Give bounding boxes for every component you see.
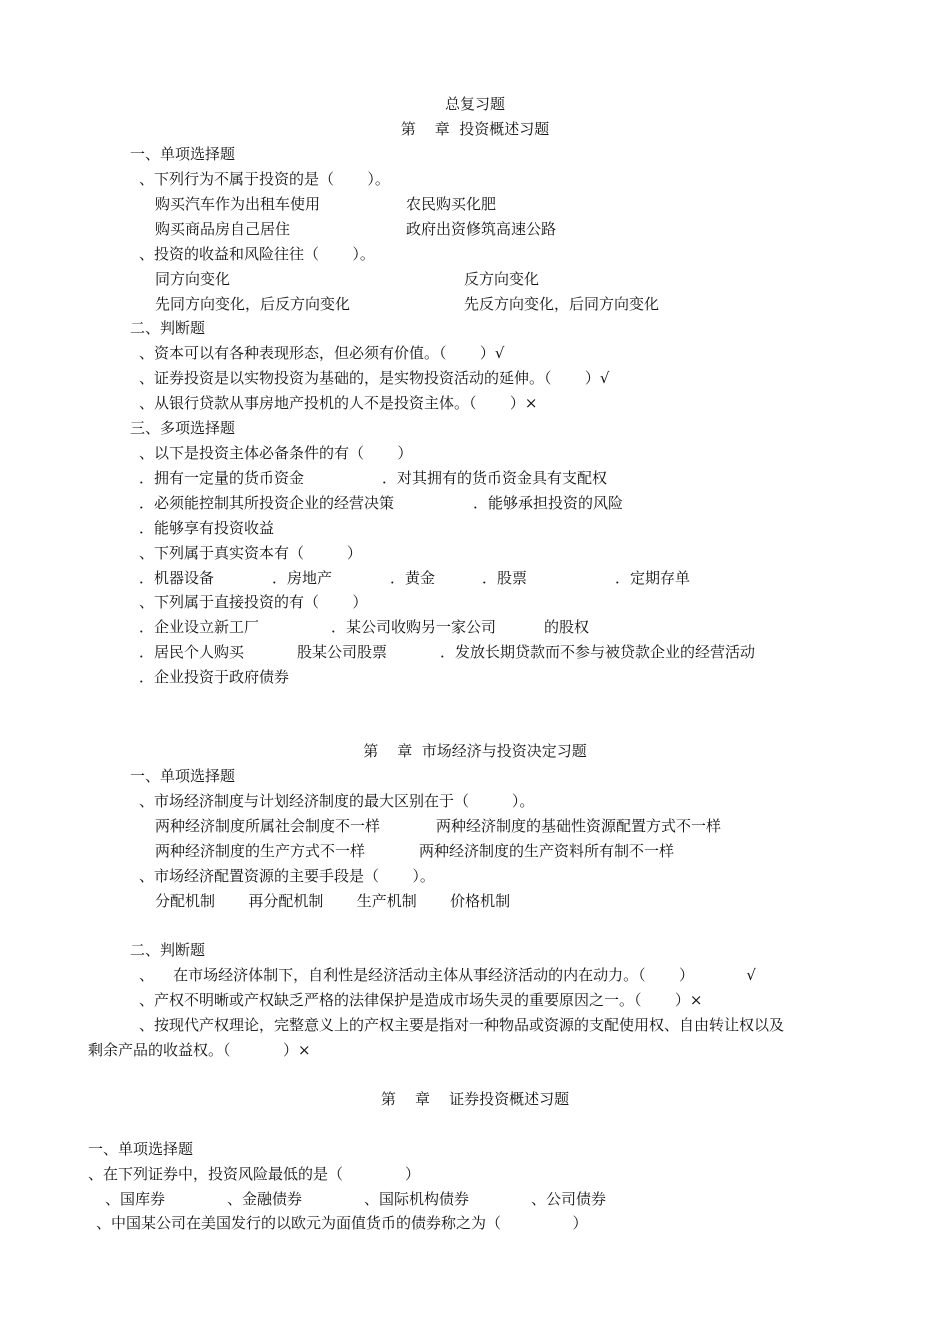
ch2-section-true-false: 二、判断题 (130, 941, 206, 959)
ch2-q1-option-c: 两种经济制度的生产方式不一样 (155, 842, 366, 860)
ch1-m3-option-b: ．某公司收购另一家公司 (331, 618, 497, 636)
ch3-section-single-choice: 一、单项选择题 (88, 1140, 194, 1158)
ch1-m2-option-a: ．机器设备 (139, 569, 215, 587)
ch3-question-2: 、中国某公司在美国发行的以欧元为面值货币的债券称之为（ ） (96, 1214, 588, 1232)
ch1-section-single-choice: 一、单项选择题 (130, 145, 236, 163)
ch1-m3-option-d: ．发放长期贷款而不参与被贷款企业的经营活动 (440, 643, 756, 661)
ch2-section-single-choice: 一、单项选择题 (130, 767, 236, 785)
ch1-q1-option-d: 政府出资修筑高速公路 (406, 220, 557, 238)
ch1-m1-option-c: ．必须能控制其所投资企业的经营决策 (139, 494, 395, 512)
chapter-3-heading: 第 章 证券投资概述习题 (380, 1090, 570, 1108)
ch1-section-true-false: 二、判断题 (130, 319, 206, 337)
ch1-q2-option-c: 先同方向变化，后反方向变化 (155, 295, 351, 313)
ch1-judgement-1: 、资本可以有各种表现形态，但必须有价值。（ ）√ (139, 344, 505, 362)
ch1-m1-option-e: ．能够享有投资收益 (139, 519, 275, 537)
ch1-section-multiple-choice: 三、多项选择题 (130, 419, 236, 437)
ch1-m1-option-a: ．拥有一定量的货币资金 (139, 469, 305, 487)
ch2-q1-option-d: 两种经济制度的生产资料所有制不一样 (419, 842, 675, 860)
ch1-m3-option-a: ．企业设立新工厂 (139, 618, 260, 636)
ch2-judgement-2: 、产权不明晰或产权缺乏严格的法律保护是造成市场失灵的重要原因之一。（ ）× (139, 991, 703, 1009)
ch2-judgement-3-continued: 剩余产品的收益权。（ ）× (88, 1041, 311, 1059)
ch1-q2-option-a: 同方向变化 (155, 270, 231, 288)
ch2-judgement-3: 、按现代产权理论，完整意义上的产权主要是指对一种物品或资源的支配使用权、自由转让权以及 (139, 1016, 785, 1034)
ch1-m2-option-e: ．定期存单 (615, 569, 691, 587)
ch1-multi-question-2: 、下列属于真实资本有（ ） (139, 544, 362, 562)
ch1-q2-option-b: 反方向变化 (464, 270, 540, 288)
ch1-q1-option-c: 购买商品房自己居住 (155, 220, 291, 238)
main-title: 总复习题 (444, 95, 505, 113)
ch1-m3-option-e: ．企业投资于政府债券 (139, 668, 290, 686)
ch1-m3-option-b-cont: 的股权 (544, 618, 590, 636)
ch1-m2-option-d: ．股票 (482, 569, 528, 587)
ch1-judgement-2: 、证券投资是以实物投资为基础的，是实物投资活动的延伸。（ ）√ (139, 369, 610, 387)
ch1-q1-option-b: 农民购买化肥 (406, 195, 497, 213)
ch1-m1-option-b: ．对其拥有的货币资金具有支配权 (382, 469, 608, 487)
ch2-judgement-1: 、 在市场经济体制下，自利性是经济活动主体从事经济活动的内在动力。（ ） √ (139, 966, 756, 984)
ch2-q1-option-a: 两种经济制度所属社会制度不一样 (155, 817, 381, 835)
ch1-m1-option-d: ．能够承担投资的风险 (473, 494, 624, 512)
ch2-question-2: 、市场经济配置资源的主要手段是（ ）。 (139, 867, 435, 885)
ch3-question-1: 、在下列证券中，投资风险最低的是（ ） (88, 1165, 420, 1183)
ch1-m2-option-b: ．房地产 (272, 569, 333, 587)
ch1-m3-option-c: ．居民个人购买 (139, 643, 245, 661)
chapter-1-heading: 第 章 投资概述习题 (400, 120, 550, 138)
ch2-q2-options: 分配机制 再分配机制 生产机制 价格机制 (155, 892, 511, 910)
ch1-multi-question-3: 、下列属于直接投资的有（ ） (139, 593, 368, 611)
ch1-question-2: 、投资的收益和风险往往（ ）。 (139, 245, 375, 263)
ch2-q1-option-b: 两种经济制度的基础性资源配置方式不一样 (436, 817, 722, 835)
ch1-multi-question-1: 、以下是投资主体必备条件的有（ ） (139, 444, 413, 462)
chapter-2-heading: 第 章 市场经济与投资决定习题 (363, 742, 587, 760)
ch1-m2-option-c: ．黄金 (390, 569, 436, 587)
ch1-q2-option-d: 先反方向变化，后同方向变化 (464, 295, 660, 313)
ch1-question-1: 、下列行为不属于投资的是（ ）。 (139, 170, 390, 188)
ch1-judgement-3: 、从银行贷款从事房地产投机的人不是投资主体。（ ）× (139, 394, 538, 412)
ch2-question-1: 、市场经济制度与计划经济制度的最大区别在于（ ）。 (139, 792, 535, 810)
ch1-q1-option-a: 购买汽车作为出租车使用 (155, 195, 321, 213)
ch3-q1-options: 、国库券 、金融债券 、国际机构债券 、公司债券 (105, 1190, 606, 1208)
ch1-m3-option-c-cont: 股某公司股票 (297, 643, 388, 661)
